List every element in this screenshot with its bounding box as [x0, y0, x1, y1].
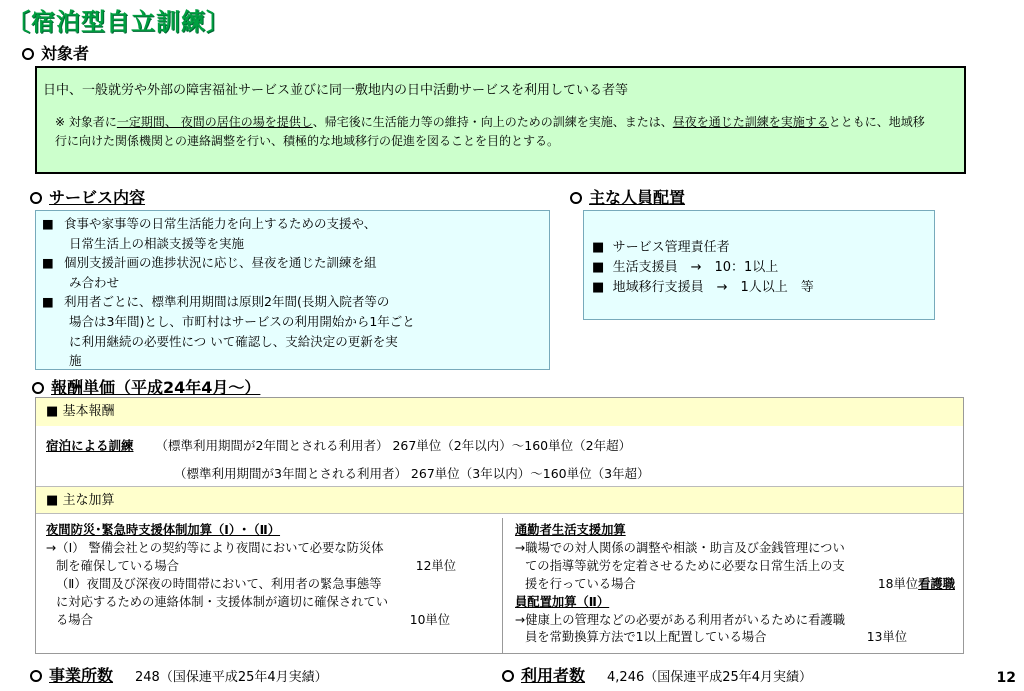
- staff-box: [583, 210, 935, 320]
- circle-icon: [30, 670, 42, 682]
- offices-count: 事業所数 248（国保連平成25年4月実績）: [30, 663, 328, 686]
- circle-icon: [30, 192, 42, 204]
- list-item: ■ 食事や家事等の日常生活能力を向上するための支援や、 日常生活上の相談支援等を実施: [42, 216, 377, 251]
- addition-header: ■ 主な加算: [36, 486, 963, 514]
- circle-icon: [570, 192, 582, 204]
- list-item: ■ 個別支援計画の進捗状況に応じ、昼夜を通じた訓練を組 み合わせ: [42, 255, 377, 290]
- fee-heading: 報酬単価（平成24年4月～）: [32, 375, 260, 398]
- page-title: 〔宿泊型自立訓練〕: [6, 8, 231, 36]
- bullet-icon: ■: [592, 280, 605, 295]
- target-note: ※ 対象者に一定期間、 夜間の居住の場を提供し、帰宅後に生活能力等の維持・向上のための訓練を実施、または、昼夜を通じた訓練を実施するとともに、地域移行に向けた関係機関との連絡調整を行い、積極的な地域移行の促進を図ることを目的とする。: [55, 115, 925, 148]
- services-box: [35, 210, 550, 370]
- list-item: ■ 地域移行支援員 → 1人以上 等: [592, 280, 814, 295]
- bullet-icon: ■: [42, 294, 54, 310]
- basic-fee-row-1: 宿泊による訓練 （標準利用期間が2年間とされる利用者） 267単位（2年以内）～160単位（2年超）: [46, 438, 632, 453]
- bullet-icon: ■: [46, 493, 59, 508]
- list-item: ■ 生活支援員 → 10：1以上: [592, 260, 779, 275]
- list-item: ■ サービス管理責任者: [592, 240, 730, 255]
- basic-fee-header: ■ 基本報酬: [36, 398, 963, 426]
- bullet-icon: ■: [592, 240, 605, 255]
- bullet-icon: ■: [592, 260, 605, 275]
- circle-icon: [502, 670, 514, 682]
- addition-right: 通勤者生活支援加算 →職場での対人関係の調整や相談・助言及び金銭管理につい ての指導等就労を定着させるために必要な日常生活上の支 援を行っている場合 18単位看護職 員配置加算（Ⅱ） →健康上の管理などの必要がある利用者がいるために看護職 員を常勤換算方法で1以上配置している場合 13単位: [515, 523, 955, 645]
- basic-fee-row-2: （標準利用期間が3年間とされる利用者） 267単位（3年以内）～160単位（3年超）: [174, 466, 650, 481]
- circle-icon: [22, 48, 34, 60]
- circle-icon: [32, 382, 44, 394]
- staff-heading: 主な人員配置: [570, 185, 685, 208]
- services-list: [42, 214, 415, 371]
- services-heading: サービス内容: [30, 185, 145, 208]
- bullet-icon: ■: [42, 255, 54, 271]
- bullet-icon: ■: [42, 216, 54, 231]
- column-divider: [502, 518, 503, 654]
- addition-left: 夜間防災･緊急時支援体制加算（Ⅰ）･（Ⅱ） →（Ⅰ） 警備会社との契約等により夜間において必要な防災体 制を確保している場合 12単位 （Ⅱ）夜間及び深夜の時間帯において、利用者の緊急事態等 に対応するための連絡体制・支援体制が適切に確保されてい る場合 10単位: [46, 523, 456, 627]
- users-count: 利用者数 4,246（国保連平成25年4月実績）: [502, 663, 812, 686]
- target-box: [35, 66, 966, 174]
- staff-list: [592, 238, 814, 298]
- list-item: ■ 利用者ごとに、標準利用期間は原則2年間(長期入院者等の 場合は3年間)とし、市町村はサービスの利用開始から1年ごと に利用継続の必要性につ いて確認し、支給決定の更新を実 施: [42, 294, 415, 369]
- fee-box: [35, 397, 964, 654]
- bullet-icon: ■: [46, 404, 59, 419]
- page-number: 12: [996, 670, 1016, 686]
- target-main-text: 日中、一般就労や外部の障害福祉サービス並びに同一敷地内の日中活動サービスを利用している者等: [43, 83, 629, 98]
- target-heading: 対象者: [22, 41, 89, 64]
